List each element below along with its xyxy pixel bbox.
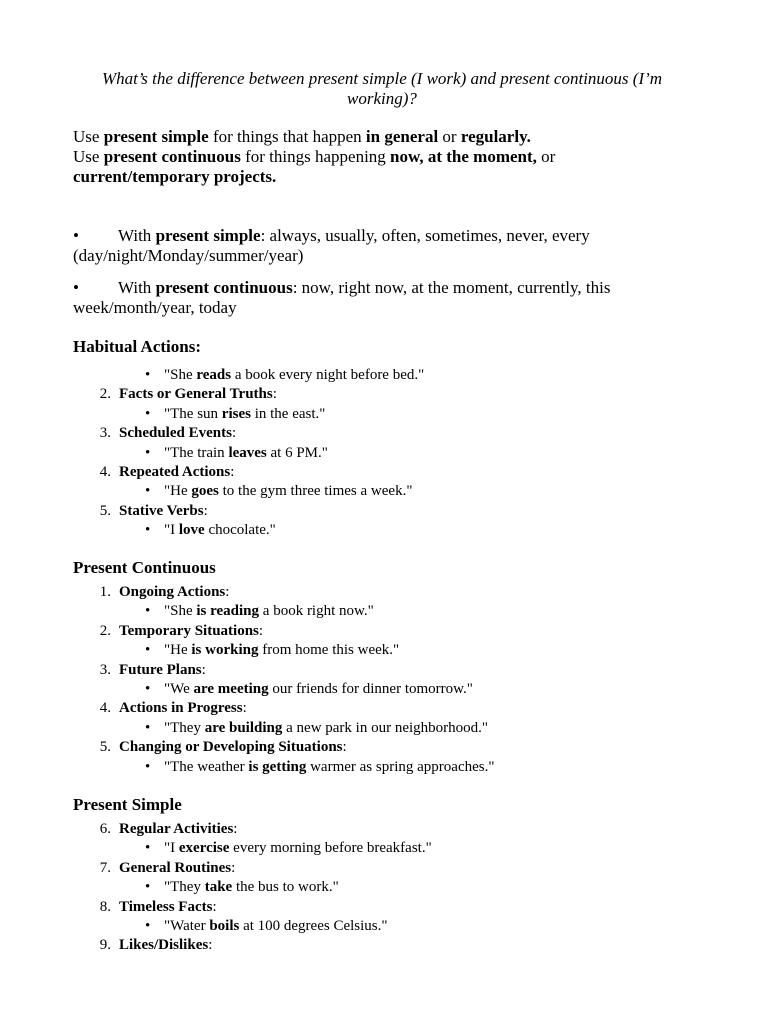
example-text: "He [164, 483, 192, 500]
example-item [73, 482, 723, 501]
example-text: "They [164, 879, 205, 896]
list-item [73, 622, 723, 641]
keyword-term: present continuous [155, 278, 293, 297]
list-number: 2. [99, 622, 111, 639]
example-item [73, 444, 723, 463]
example-sentence [164, 405, 325, 424]
example-sentence [164, 602, 374, 621]
keyword-line: week/month/year, today [73, 298, 237, 317]
example-item [73, 878, 723, 897]
keyword-list-simple [73, 226, 693, 266]
list-item [73, 859, 723, 878]
example-verb: reads [196, 367, 232, 383]
section-list-present-simple [73, 820, 723, 956]
example-item [73, 641, 723, 660]
example-verb: are building [204, 719, 283, 736]
item-colon: : [233, 821, 238, 837]
example-sentence [164, 680, 473, 699]
bullet-icon: • [145, 483, 151, 500]
example-text: "They [164, 719, 205, 736]
list-item-label [119, 738, 347, 757]
keyword-term: present simple [155, 226, 261, 245]
intro-term: regularly. [460, 127, 531, 146]
example-text: every morning before breakfast." [229, 840, 432, 857]
intro-text: for things happening [240, 147, 391, 166]
example-text: "She [164, 367, 197, 383]
example-text: "He [164, 642, 192, 659]
example-item [73, 758, 723, 777]
example-text: "She [164, 603, 197, 620]
list-item [73, 463, 723, 482]
keyword-line [73, 278, 693, 298]
list-item [73, 936, 723, 955]
item-title: Facts or General Truths [119, 386, 273, 403]
item-colon: : [225, 584, 230, 600]
example-text: "Water [164, 917, 210, 934]
section-heading-habitual: Habitual Actions: [73, 337, 201, 356]
bullet-icon: • [145, 758, 151, 775]
list-item [73, 385, 723, 404]
list-number: 1. [99, 584, 111, 600]
intro-line-2 [73, 147, 693, 167]
example-sentence [164, 521, 276, 540]
example-item [73, 366, 723, 385]
intro-term: now, at the moment, [390, 147, 537, 166]
list-item-label [119, 583, 229, 602]
example-sentence [164, 366, 424, 385]
list-number: 3. [99, 661, 111, 678]
example-text: "We [164, 680, 194, 697]
intro-paragraph [73, 127, 693, 187]
item-colon: : [208, 937, 213, 954]
example-text: a book every night before bed." [231, 367, 425, 383]
bullet-icon: • [145, 680, 151, 697]
keyword-text: : always, usually, often, sometimes, never, every [260, 226, 590, 245]
example-text: our friends for dinner tomorrow." [268, 680, 473, 697]
example-item [73, 602, 723, 621]
example-sentence [164, 839, 432, 858]
list-number: 3. [99, 425, 111, 442]
keyword-text: With [118, 278, 156, 297]
item-colon: : [230, 463, 235, 480]
item-title: Ongoing Actions [119, 584, 226, 600]
list-item-label [119, 385, 277, 404]
item-colon: : [212, 898, 217, 915]
example-item [73, 405, 723, 424]
list-item-label [119, 859, 235, 878]
example-text: a new park in our neighborhood." [282, 719, 489, 736]
example-verb: take [204, 879, 233, 896]
page-title: What’s the difference between present simple (I work) and present continuous (I’m working)? [101, 69, 663, 108]
example-text: warmer as spring approaches." [306, 758, 495, 775]
list-item-label [119, 463, 234, 482]
list-number: 5. [99, 502, 111, 519]
item-colon: : [258, 622, 264, 639]
keyword-line [73, 226, 693, 246]
example-item [73, 719, 723, 738]
example-verb: leaves [228, 444, 267, 461]
item-title: Changing or Developing Situations [119, 739, 343, 756]
item-colon: : [231, 859, 236, 876]
example-text: a book right now." [259, 603, 374, 620]
example-text: "I [164, 522, 179, 539]
example-verb: boils [209, 917, 240, 934]
example-sentence [164, 917, 388, 936]
bullet-icon: • [145, 405, 151, 422]
list-item-label [119, 424, 236, 443]
example-text: "I [164, 840, 179, 857]
list-item [73, 502, 723, 521]
item-title: General Routines [119, 859, 232, 876]
list-item [73, 898, 723, 917]
keyword-list-continuous [73, 278, 693, 318]
example-verb: is reading [196, 603, 260, 620]
item-title: Repeated Actions [119, 463, 231, 480]
example-item [73, 917, 723, 936]
list-number: 7. [99, 859, 111, 876]
example-sentence [164, 758, 494, 777]
example-text: chocolate." [204, 522, 276, 539]
list-number: 5. [99, 739, 111, 756]
list-item [73, 738, 723, 757]
list-item-label [119, 820, 237, 839]
intro-term: present continuous [103, 147, 241, 166]
bullet-icon: • [145, 917, 151, 934]
example-verb: is getting [248, 758, 307, 775]
item-title: Timeless Facts [119, 898, 213, 915]
intro-line-1 [73, 127, 693, 147]
bullet-icon: • [145, 522, 151, 539]
example-verb: exercise [178, 840, 230, 857]
example-sentence [164, 878, 339, 897]
bullet-icon: • [145, 840, 151, 857]
example-sentence [164, 444, 328, 463]
bullet-icon: • [145, 603, 151, 620]
example-verb: rises [221, 405, 251, 422]
item-title: Regular Activities [119, 821, 234, 837]
keyword-text: : now, right now, at the moment, currently, this [292, 278, 611, 297]
keyword-line: (day/night/Monday/summer/year) [73, 246, 304, 265]
example-verb: love [178, 522, 205, 539]
example-verb: is working [191, 642, 259, 659]
example-sentence [164, 719, 488, 738]
bullet-icon: • [145, 444, 151, 461]
example-text: to the gym three times a week." [218, 483, 413, 500]
intro-text: or [536, 147, 556, 166]
list-item-label [119, 898, 217, 917]
item-colon: : [203, 502, 208, 519]
item-title: Actions in Progress [119, 700, 243, 717]
item-title: Future Plans [119, 661, 202, 678]
section-list-present-continuous [73, 583, 723, 777]
example-verb: are meeting [193, 680, 269, 697]
section-list-habitual [73, 366, 723, 541]
intro-text: for things that happen [208, 127, 366, 146]
item-title: Stative Verbs [119, 502, 204, 519]
list-item-label [119, 936, 212, 955]
list-number: 8. [99, 898, 111, 915]
list-item-label [119, 699, 247, 718]
item-colon: : [231, 425, 237, 442]
section-heading-present-continuous: Present Continuous [73, 558, 216, 577]
example-item [73, 680, 723, 699]
list-item [73, 699, 723, 718]
example-verb: goes [191, 483, 219, 500]
list-item [73, 661, 723, 680]
example-item [73, 839, 723, 858]
example-text: at 100 degrees Celsius." [239, 917, 388, 934]
intro-text: or [438, 127, 461, 146]
list-item-label [119, 622, 263, 641]
example-text: at 6 PM." [266, 444, 328, 461]
keyword-text: With [118, 226, 156, 245]
intro-line-3 [73, 167, 693, 187]
item-title: Likes/Dislikes [119, 937, 209, 954]
bullet-icon: • [145, 719, 151, 736]
bullet-icon: • [73, 278, 79, 297]
example-sentence [164, 641, 399, 660]
list-number: 4. [99, 700, 111, 717]
example-text: "The train [164, 444, 229, 461]
item-title: Temporary Situations [119, 622, 259, 639]
item-title: Scheduled Events [119, 425, 232, 442]
list-number: 6. [99, 821, 111, 837]
example-sentence [164, 482, 412, 501]
list-item-label [119, 661, 206, 680]
list-item [73, 424, 723, 443]
intro-term: present simple [103, 127, 209, 146]
item-colon: : [242, 700, 247, 717]
bullet-icon: • [73, 226, 79, 245]
list-item-label [119, 502, 208, 521]
example-text: the bus to work." [232, 879, 339, 896]
intro-term: in general [365, 127, 439, 146]
list-item [73, 820, 723, 839]
intro-text: Use [73, 127, 104, 146]
example-item [73, 521, 723, 540]
list-number: 2. [99, 386, 111, 403]
example-text: in the east." [250, 405, 326, 422]
list-number: 9. [99, 937, 111, 954]
example-text: "The weather [164, 758, 249, 775]
intro-text: Use [73, 147, 104, 166]
bullet-icon: • [145, 879, 151, 896]
section-heading-present-simple: Present Simple [73, 795, 182, 814]
intro-term: current/temporary projects. [73, 167, 277, 186]
list-item [73, 583, 723, 602]
example-text: from home this week." [258, 642, 400, 659]
item-colon: : [342, 739, 347, 756]
bullet-icon: • [145, 367, 151, 383]
item-colon: : [201, 661, 206, 678]
item-colon: : [272, 386, 277, 403]
bullet-icon: • [145, 642, 151, 659]
example-text: "The sun [164, 405, 222, 422]
list-number: 4. [99, 463, 111, 480]
